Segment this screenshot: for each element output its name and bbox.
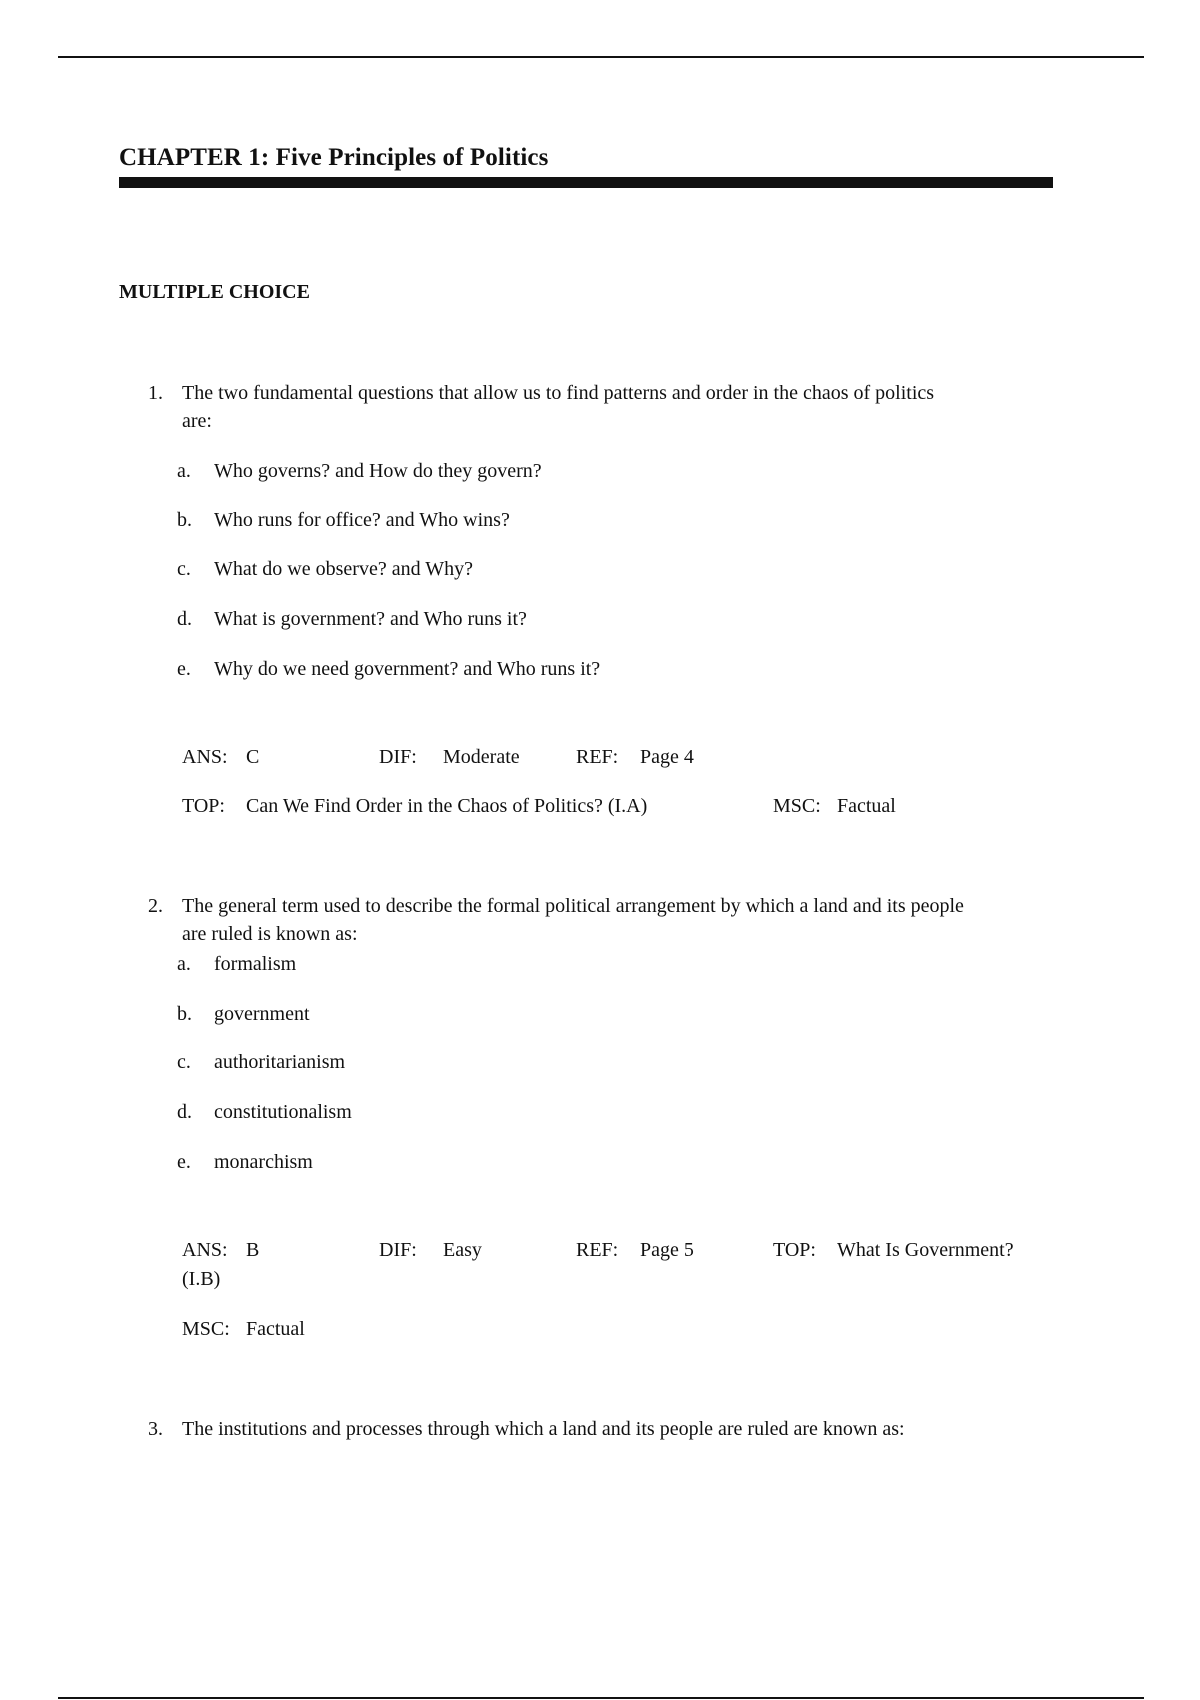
option-letter: b. — [177, 509, 192, 531]
dif-label: DIF: — [379, 1239, 417, 1261]
top-value: Can We Find Order in the Chaos of Politics? (I.A) — [246, 795, 648, 817]
bottom-rule — [58, 1697, 1144, 1699]
dif-label: DIF: — [379, 746, 417, 768]
option-letter: d. — [177, 608, 192, 630]
dif-value: Easy — [443, 1239, 482, 1261]
top-rule — [58, 56, 1144, 58]
chapter-title-bar — [119, 177, 1053, 188]
question-number: 2. — [148, 895, 163, 917]
top-value-continued: (I.B) — [182, 1268, 221, 1290]
option-letter: c. — [177, 1051, 191, 1073]
msc-value: Factual — [246, 1318, 305, 1340]
option-text: authoritarianism — [214, 1051, 346, 1073]
top-value: What Is Government? — [837, 1239, 1014, 1261]
section-heading: MULTIPLE CHOICE — [119, 281, 310, 303]
ref-label: REF: — [576, 746, 619, 768]
option-text: Who governs? and How do they govern? — [214, 460, 542, 482]
option-letter: e. — [177, 1151, 191, 1173]
option-text: What do we observe? and Why? — [214, 558, 473, 580]
question-number: 3. — [148, 1418, 163, 1440]
msc-value: Factual — [837, 795, 896, 817]
ans-label: ANS: — [182, 1239, 228, 1261]
option-text: Who runs for office? and Who wins? — [214, 509, 510, 531]
option-letter: b. — [177, 1003, 192, 1025]
dif-value: Moderate — [443, 746, 520, 768]
top-label: TOP: — [182, 795, 225, 817]
question-stem-line: The institutions and processes through which a land and its people are ruled are known as: — [182, 1418, 905, 1440]
question-stem-line: are ruled is known as: — [182, 923, 358, 945]
option-text: Why do we need government? and Who runs it? — [214, 658, 601, 680]
option-text: constitutionalism — [214, 1101, 352, 1123]
option-letter: d. — [177, 1101, 192, 1123]
option-letter: c. — [177, 558, 191, 580]
ans-label: ANS: — [182, 746, 228, 768]
question-stem-line: The general term used to describe the formal political arrangement by which a land and its people — [182, 895, 964, 917]
chapter-title: CHAPTER 1: Five Principles of Politics — [119, 144, 549, 171]
option-letter: e. — [177, 658, 191, 680]
ans-value: C — [246, 746, 260, 768]
question-stem-line: The two fundamental questions that allow us to find patterns and order in the chaos of politics — [182, 382, 935, 404]
option-text: monarchism — [214, 1151, 313, 1173]
option-letter: a. — [177, 460, 191, 482]
option-letter: a. — [177, 953, 191, 975]
option-text: formalism — [214, 953, 297, 975]
option-text: government — [214, 1003, 310, 1025]
ref-value: Page 4 — [640, 746, 694, 768]
msc-label: MSC: — [773, 795, 821, 817]
ref-label: REF: — [576, 1239, 619, 1261]
question-number: 1. — [148, 382, 163, 404]
ans-value: B — [246, 1239, 260, 1261]
question-stem-line: are: — [182, 410, 212, 432]
option-text: What is government? and Who runs it? — [214, 608, 527, 630]
top-label: TOP: — [773, 1239, 816, 1261]
msc-label: MSC: — [182, 1318, 230, 1340]
ref-value: Page 5 — [640, 1239, 694, 1261]
